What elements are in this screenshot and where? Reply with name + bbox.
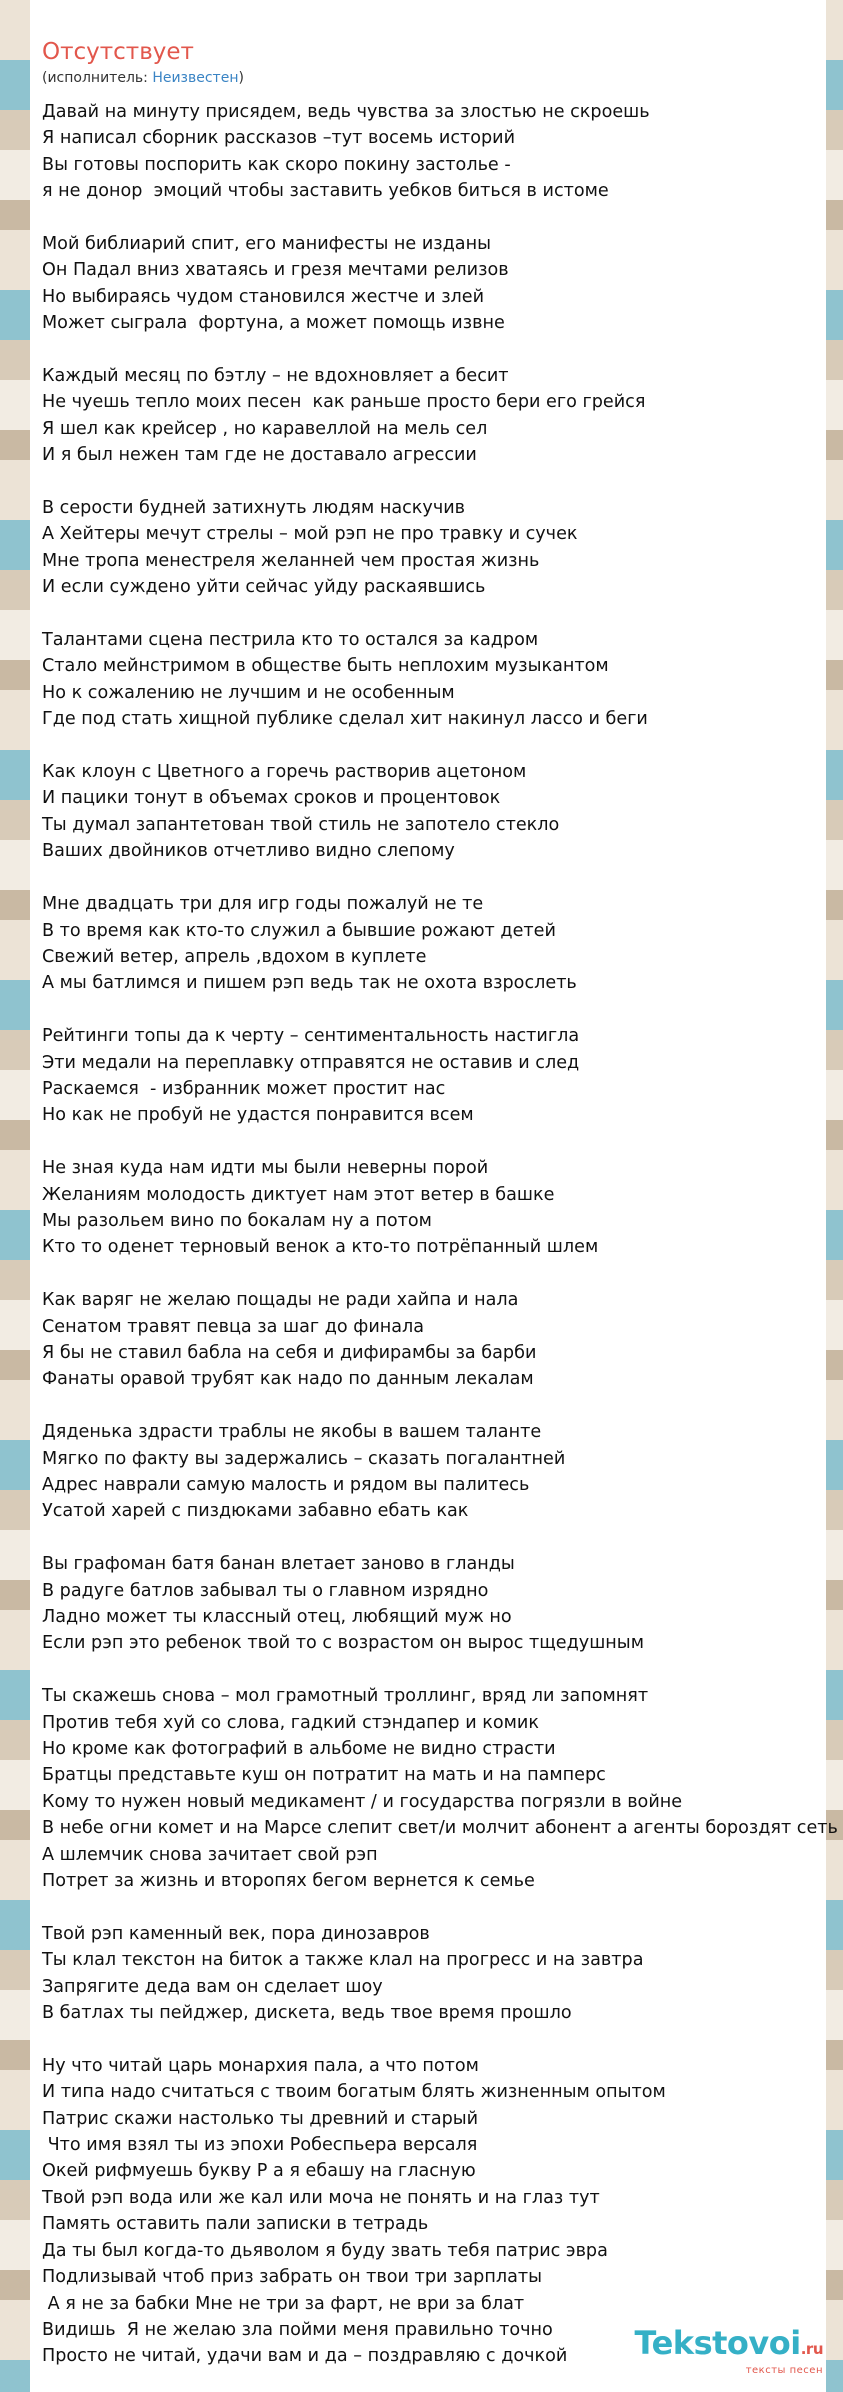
lyrics-line: Кому то нужен новый медикамент / и государства погрязли в войне — [42, 1791, 683, 1812]
lyrics-line: Против тебя хуй со слова, гадкий стэндапер и комик — [42, 1712, 539, 1733]
lyrics-line: Твой рэп вода или же кал или моча не понять и на глаз тут — [42, 2187, 600, 2208]
lyrics-line: Талантами сцена пестрила кто то остался за кадром — [42, 630, 539, 651]
lyrics-stanza — [42, 2053, 814, 2370]
lyrics-line: Кто то оденет терновый венок а кто-то потрёпанный шлем — [42, 1237, 599, 1258]
lyrics-stanza — [42, 495, 814, 601]
lyrics-line: Мягко по факту вы задержались – сказать погалантней — [42, 1448, 566, 1469]
lyrics-line: В батлах ты пейджер, дискета, ведь твое время прошло — [42, 2003, 572, 2024]
lyrics-line: Твой рэп каменный век, пора динозавров — [42, 1923, 430, 1944]
lyrics-line: Но к сожалению не лучшим и не особенным — [42, 682, 455, 703]
lyrics-stanza — [42, 363, 814, 469]
lyrics-line: Ваших двойников отчетливо видно слепому — [42, 841, 455, 862]
lyrics-line: Подлизывай чтоб приз забрать он твои три зарплаты — [42, 2267, 542, 2288]
lyrics-line: Усатой харей с пиздюками забавно ебать как — [42, 1501, 469, 1522]
lyrics-line: Не чуешь тепло моих песен как раньше просто бери его грейся — [42, 392, 646, 413]
lyrics-line: Ну что читай царь монархия пала, а что потом — [42, 2055, 479, 2076]
lyrics-line: Запрягите деда вам он сделает шоу — [42, 1976, 383, 1997]
lyrics-stanza — [42, 1155, 814, 1261]
lyrics-line: Я шел как крейсер , но каравеллой на мель сел — [42, 418, 488, 439]
lyrics-line: Как варяг не желаю пощады не ради хайпа и нала — [42, 1290, 519, 1311]
lyrics-line: Стало мейнстримом в обществе быть неплохим музыкантом — [42, 656, 609, 677]
lyrics-line: Я написал сборник рассказов –тут восемь историй — [42, 128, 516, 149]
lyrics-line: В небе огни комет и на Марсе слепит свет/и молчит абонент а агенты бороздят сеть — [42, 1818, 838, 1839]
lyrics-line: Я бы не ставил бабла на себя и дифирамбы за барби — [42, 1342, 537, 1363]
lyrics-stanza — [42, 891, 814, 997]
lyrics-line: А я не за бабки Мне не три за фарт, не ври за блат — [42, 2293, 525, 2314]
lyrics-line: Но выбираясь чудом становился жестче и злей — [42, 286, 485, 307]
lyrics-line: А Хейтеры мечут стрелы – мой рэп не про травку и сучек — [42, 524, 578, 545]
lyrics-stanza — [42, 1287, 814, 1393]
logo-main-text: Tekstovoi — [634, 2324, 801, 2362]
lyrics-line: И пацики тонут в объемах сроков и процентовок — [42, 788, 501, 809]
lyrics-stanza — [42, 231, 814, 337]
lyrics-line: И если суждено уйти сейчас уйду раскаявшись — [42, 577, 486, 598]
lyrics-line: Сенатом травят певца за шаг до финала — [42, 1316, 425, 1337]
logo-wordmark — [635, 2325, 823, 2367]
lyrics-line: Ты скажешь снова – мол грамотный троллинг, вряд ли запомнят — [42, 1686, 649, 1707]
lyrics-line: Но как не пробуй не удастся понравится всем — [42, 1105, 474, 1126]
lyrics-line: Просто не читай, удачи вам и да – поздравляю с дочкой — [42, 2346, 568, 2367]
lyrics-line: Мы разольем вино по бокалам ну а потом — [42, 1210, 432, 1231]
lyrics-line: Каждый месяц по бэтлу – не вдохновляет а бесит — [42, 366, 509, 387]
lyrics-line: Желаниям молодость диктует нам этот ветер в башке — [42, 1184, 555, 1205]
lyrics-line: Ладно может ты классный отец, любящий муж но — [42, 1606, 512, 1627]
lyrics-line: Патрис скажи настолько ты древний и старый — [42, 2108, 479, 2129]
lyrics-line: Ты клал текстон на биток а также клал на прогресс и на завтра — [42, 1950, 644, 1971]
lyrics-card — [30, 0, 838, 2392]
lyrics-line: Потрет за жизнь и второпях бегом вернется к семье — [42, 1871, 535, 1892]
lyrics-line: Ты думал запантетован твой стиль не запотело стекло — [42, 814, 560, 835]
lyrics-line: Мой библиарий спит, его манифесты не изданы — [42, 234, 491, 255]
lyrics-stanza — [42, 1683, 838, 1894]
lyrics-line: Видишь Я не желаю зла пойми меня правильно точно — [42, 2319, 553, 2340]
lyrics-line: Может сыграла фортуна, а может помощь извне — [42, 313, 505, 334]
lyrics-line: Мне двадцать три для игр годы пожалуй не те — [42, 894, 484, 915]
lyrics-line: И типа надо считаться с твоим богатым блять жизненным опытом — [42, 2082, 666, 2103]
lyrics-stanza — [42, 1551, 814, 1657]
artist-suffix: ) — [238, 70, 244, 86]
lyrics-line: Адрес наврали самую малость и рядом вы палитесь — [42, 1474, 530, 1495]
lyrics-line: В серости будней затихнуть людям наскучив — [42, 498, 466, 519]
artist-line — [42, 68, 814, 88]
lyrics-line: я не донор эмоций чтобы заставить уебков биться в истоме — [42, 181, 609, 202]
site-logo[interactable] — [635, 2325, 823, 2376]
lyrics-line: Давай на минуту присядем, ведь чувства за злостью не скроешь — [42, 102, 650, 122]
song-title: Отсутствует — [42, 39, 194, 65]
artist-link[interactable]: Неизвестен — [152, 70, 239, 86]
lyrics-line: Вы графоман батя банан влетает заново в гланды — [42, 1554, 515, 1575]
lyrics-stanza — [42, 1023, 814, 1129]
lyrics-line: Если рэп это ребенок твой то с возрастом он вырос тщедушным — [42, 1633, 644, 1654]
lyrics-line: Вы готовы поспорить как скоро покину застолье - — [42, 154, 511, 175]
lyrics-line: В то время как кто-то служил а бывшие рожают детей — [42, 920, 556, 941]
lyrics-line: Но кроме как фотографий в альбоме не видно страсти — [42, 1739, 556, 1759]
lyrics-line: Раскаемся - избранник может простит нас — [42, 1078, 446, 1099]
lyrics-stanza — [42, 759, 814, 865]
lyrics-line: Рейтинги топы да к черту – сентиментальность настигла — [42, 1026, 580, 1047]
artist-prefix: (исполнитель: — [42, 70, 153, 86]
lyrics-stanza — [42, 1921, 814, 2027]
lyrics-line: В радуге батлов забывал ты о главном изрядно — [42, 1580, 489, 1601]
lyrics-line: И я был нежен там где не доставало агрессии — [42, 445, 477, 466]
lyrics-stanza — [42, 1419, 814, 1525]
lyrics-line: Где под стать хищной публике сделал хит накинул лассо и беги — [42, 709, 648, 730]
lyrics-line: Свежий ветер, апрель ,вдохом в куплете — [42, 946, 427, 967]
lyrics-line: Братцы представьте куш он потратит на мать и на памперс — [42, 1765, 606, 1786]
lyrics-line: Он Падал вниз хватаясь и грезя мечтами релизов — [42, 260, 509, 281]
lyrics-line: Окей рифмуешь букву Р а я ебашу на гласную — [42, 2161, 476, 2182]
lyrics-line: А шлемчик снова зачитает свой рэп — [42, 1844, 378, 1865]
lyrics-line: А мы батлимся и пишем рэп ведь так не охота взрослеть — [42, 973, 577, 994]
lyrics-line: Фанаты оравой трубят как надо по данным лекалам — [42, 1369, 534, 1390]
lyrics-line: Эти медали на переплавку отправятся не оставив и след — [42, 1052, 580, 1073]
lyrics-line: Как клоун с Цветного а горечь растворив ацетоном — [42, 762, 527, 783]
logo-suffix: .ru — [800, 2340, 823, 2358]
lyrics-line: Дяденька здрасти траблы не якобы в вашем таланте — [42, 1422, 542, 1443]
lyrics-stanza — [42, 627, 814, 733]
lyrics-line: Мне тропа менестреля желанней чем простая жизнь — [42, 550, 540, 571]
lyrics-line: Что имя взял ты из эпохи Робеспьера версаля — [42, 2135, 478, 2156]
logo-tagline: тексты песен — [745, 2365, 823, 2376]
lyrics-stanza — [42, 99, 814, 205]
lyrics-line: Не зная куда нам идти мы были неверны порой — [42, 1158, 489, 1179]
lyrics-line: Да ты был когда-то дьяволом я буду звать тебя патрис эвра — [42, 2240, 608, 2261]
lyrics-line: Память оставить пали записки в тетрадь — [42, 2214, 429, 2235]
lyrics-body — [42, 99, 838, 2370]
